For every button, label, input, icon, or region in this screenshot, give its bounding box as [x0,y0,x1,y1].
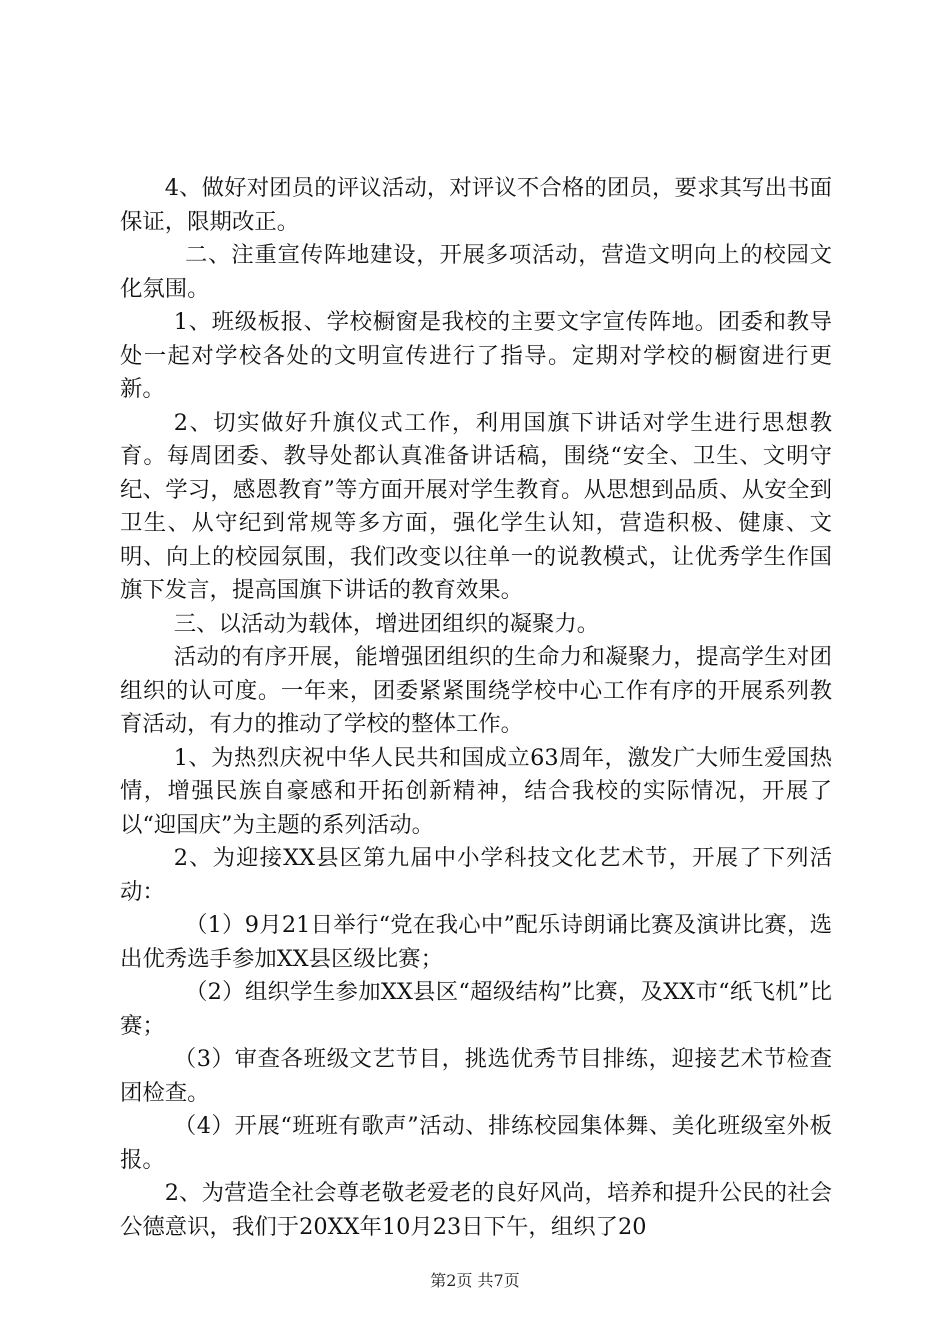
sub-item-2: （2）组织学生参加XX县区“超级结构”比赛，及XX市“纸飞机”比赛； [120,979,832,1039]
paragraph-item-2-art-festival: 2、为迎接XX县区第九届中小学科技文化艺术节，开展了下列活动： [120,845,832,905]
page-number-footer: 第2页 共7页 [430,1271,520,1290]
paragraph-activities-intro: 活动的有序开展，能增强团组织的生命力和凝聚力，提高学生对团组织的认可度。一年来，团委紧紧围绕学校中心工作有序的开展系列教育活动，有力的推动了学校的整体工作。 [120,644,832,737]
sub-item-4: （4）开展“班班有歌声”活动、排练校园集体舞、美化班级室外板报。 [120,1113,832,1173]
sub-item-1: （1）9月21日举行“党在我心中”配乐诗朗诵比赛及演讲比赛，选出优秀选手参加XX县区级比赛； [120,912,832,972]
paragraph-item-2-elderly: 2、为营造全社会尊老敬老爱老的良好风尚，培养和提升公民的社会公德意识，我们于20XX年10月23日下午，组织了20 [120,1180,832,1240]
paragraph-item-2-flag: 2、切实做好升旗仪式工作，利用国旗下讲话对学生进行思想教育。每周团委、教导处都认真准备讲话稿，围绕“安全、卫生、文明守纪、学习，感恩教育”等方面开展对学生教育。从思想到品质、从安全到卫生、从守纪到常规等多方面，强化学生认知，营造积极、健康、文明、向上的校园氛围，我们改变以往单一的说教模式，让优秀学生作国旗下发言，提高国旗下讲话的教育效果。 [120,409,832,603]
section-heading-2: 二、注重宣传阵地建设，开展多项活动，营造文明向上的校园文化氛围。 [120,242,832,302]
document-body [120,172,832,1244]
paragraph-item-4: 4、做好对团员的评议活动，对评议不合格的团员，要求其写出书面保证，限期改正。 [120,175,832,235]
paragraph-item-1-bulletin: 1、班级板报、学校橱窗是我校的主要文字宣传阵地。团委和教导处一起对学校各处的文明宣传进行了指导。定期对学校的橱窗进行更新。 [120,309,832,402]
section-heading-3: 三、以活动为载体，增进团组织的凝聚力。 [173,610,600,637]
sub-item-3: （3）审查各班级文艺节目，挑选优秀节目排练，迎接艺术节检查团检查。 [120,1046,832,1106]
paragraph-item-1-national-day: 1、为热烈庆祝中华人民共和国成立63周年，激发广大师生爱国热情，增强民族自豪感和开拓创新精神，结合我校的实际情况，开展了以“迎国庆”为主题的系列活动。 [120,744,832,838]
